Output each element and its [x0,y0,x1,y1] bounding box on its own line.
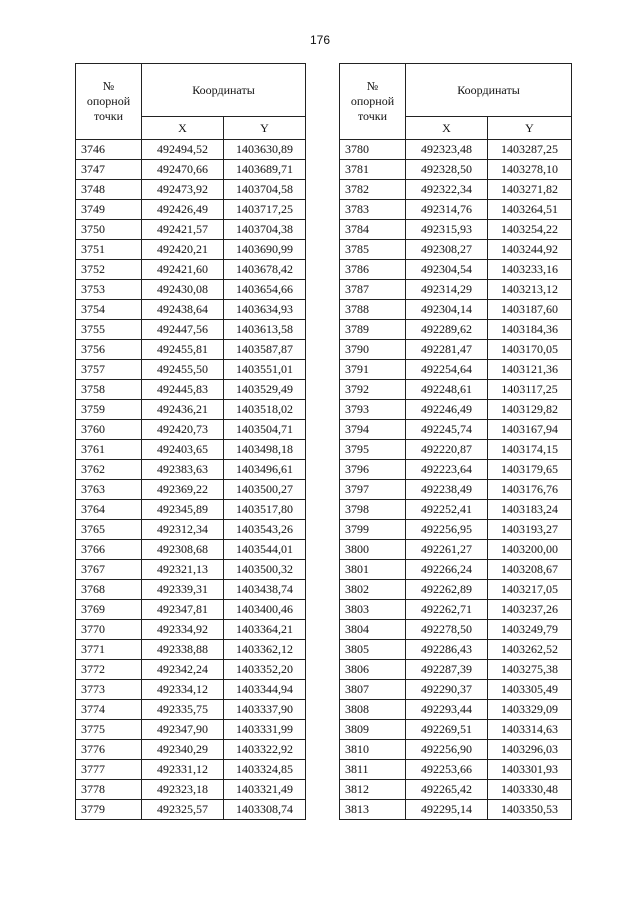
y-coordinate-cell: 1403301,93 [488,760,572,780]
point-number-cell: 3756 [76,340,142,360]
x-coordinate-cell: 492335,75 [142,700,224,720]
y-coordinate-cell: 1403496,61 [224,460,306,480]
point-number-header [340,64,406,140]
table-row [76,300,306,320]
table-row [76,700,306,720]
point-number-cell: 3757 [76,360,142,380]
y-coordinate-cell: 1403187,60 [488,300,572,320]
point-number-cell: 3802 [340,580,406,600]
point-number-cell: 3791 [340,360,406,380]
y-coordinate-cell: 1403193,27 [488,520,572,540]
y-coordinate-cell: 1403543,26 [224,520,306,540]
y-coordinate-cell: 1403314,63 [488,720,572,740]
y-coordinate-cell: 1403278,10 [488,160,572,180]
table-row [76,380,306,400]
x-coordinate-cell: 492256,95 [406,520,488,540]
point-number-cell: 3806 [340,660,406,680]
y-coordinate-cell: 1403275,38 [488,660,572,680]
table-row [340,260,572,280]
point-number-cell: 3789 [340,320,406,340]
point-number-cell: 3753 [76,280,142,300]
table-row [340,640,572,660]
coordinates-header: Координаты [406,64,572,117]
table-row [76,580,306,600]
point-number-cell: 3761 [76,440,142,460]
point-number-cell: 3793 [340,400,406,420]
y-coordinate-cell: 1403551,01 [224,360,306,380]
point-number-cell: 3788 [340,300,406,320]
point-number-cell: 3803 [340,600,406,620]
y-coordinate-cell: 1403704,58 [224,180,306,200]
x-coordinate-cell: 492238,49 [406,480,488,500]
table-row [340,340,572,360]
point-number-cell: 3754 [76,300,142,320]
coordinates-table-left [75,63,306,820]
table-row [340,400,572,420]
table-row [76,260,306,280]
table-row [76,680,306,700]
point-number-cell: 3810 [340,740,406,760]
point-number-cell: 3764 [76,500,142,520]
point-number-cell: 3805 [340,640,406,660]
table-row [76,480,306,500]
table-row [340,520,572,540]
point-number-label-1: опорной [86,94,131,108]
x-coordinate-cell: 492290,37 [406,680,488,700]
y-coordinate-cell: 1403322,92 [224,740,306,760]
x-coordinate-cell: 492369,22 [142,480,224,500]
point-number-cell: 3762 [76,460,142,480]
table-row [340,600,572,620]
x-coordinate-cell: 492322,34 [406,180,488,200]
x-coordinate-cell: 492287,39 [406,660,488,680]
x-coordinate-cell: 492304,54 [406,260,488,280]
point-number-header [76,64,142,140]
table-row [340,760,572,780]
y-coordinate-cell: 1403329,09 [488,700,572,720]
point-number-cell: 3784 [340,220,406,240]
point-number-cell: 3748 [76,180,142,200]
table-row [76,460,306,480]
x-coordinate-cell: 492281,47 [406,340,488,360]
y-coordinate-cell: 1403321,49 [224,780,306,800]
table-row [76,620,306,640]
point-number-cell: 3787 [340,280,406,300]
table-row [340,540,572,560]
y-coordinate-cell: 1403208,67 [488,560,572,580]
point-number-cell: 3751 [76,240,142,260]
x-coordinate-cell: 492253,66 [406,760,488,780]
x-coordinate-cell: 492347,81 [142,600,224,620]
y-coordinate-cell: 1403689,71 [224,160,306,180]
y-coordinate-cell: 1403324,85 [224,760,306,780]
y-coordinate-cell: 1403704,38 [224,220,306,240]
x-coordinate-cell: 492278,50 [406,620,488,640]
table-row [76,140,306,160]
y-coordinate-cell: 1403121,36 [488,360,572,380]
x-coordinate-cell: 492304,14 [406,300,488,320]
point-number-cell: 3774 [76,700,142,720]
table-row [340,280,572,300]
y-coordinate-cell: 1403174,15 [488,440,572,460]
table-row [76,440,306,460]
point-number-cell: 3786 [340,260,406,280]
y-coordinate-cell: 1403630,89 [224,140,306,160]
x-coordinate-cell: 492252,41 [406,500,488,520]
point-number-cell: 3798 [340,500,406,520]
point-number-cell: 3781 [340,160,406,180]
point-number-cell: 3778 [76,780,142,800]
x-coordinate-cell: 492345,89 [142,500,224,520]
x-coordinate-cell: 492347,90 [142,720,224,740]
table-row [340,560,572,580]
y-coordinate-cell: 1403249,79 [488,620,572,640]
number-sign: № [102,79,115,93]
y-coordinate-cell: 1403364,21 [224,620,306,640]
y-coordinate-cell: 1403213,12 [488,280,572,300]
x-coordinate-cell: 492331,12 [142,760,224,780]
coordinates-header: Координаты [142,64,306,117]
point-number-cell: 3770 [76,620,142,640]
point-number-cell: 3747 [76,160,142,180]
table-row [340,800,572,820]
x-coordinate-cell: 492323,48 [406,140,488,160]
table-row [76,660,306,680]
x-coordinate-cell: 492256,90 [406,740,488,760]
table-row [340,680,572,700]
table-row [340,420,572,440]
table-row [76,160,306,180]
y-coordinate-cell: 1403244,92 [488,240,572,260]
point-number-cell: 3792 [340,380,406,400]
y-coordinate-cell: 1403308,74 [224,800,306,820]
table-row [340,140,572,160]
table-row [76,780,306,800]
y-coordinate-cell: 1403271,82 [488,180,572,200]
point-number-label-2: точки [357,109,388,123]
x-coordinate-cell: 492436,21 [142,400,224,420]
x-coordinate-cell: 492455,50 [142,360,224,380]
table-row [76,520,306,540]
y-coordinate-cell: 1403544,01 [224,540,306,560]
point-number-cell: 3755 [76,320,142,340]
x-coordinate-cell: 492289,62 [406,320,488,340]
point-number-cell: 3763 [76,480,142,500]
x-coordinate-cell: 492340,29 [142,740,224,760]
x-coordinate-cell: 492262,89 [406,580,488,600]
point-number-label-1: опорной [350,94,395,108]
y-coordinate-cell: 1403305,49 [488,680,572,700]
point-number-cell: 3779 [76,800,142,820]
x-coordinate-cell: 492245,74 [406,420,488,440]
point-number-cell: 3785 [340,240,406,260]
x-coordinate-cell: 492315,93 [406,220,488,240]
point-number-cell: 3790 [340,340,406,360]
table-row [340,320,572,340]
table-row [340,780,572,800]
point-number-cell: 3797 [340,480,406,500]
x-coordinate-cell: 492321,13 [142,560,224,580]
table-row [76,560,306,580]
y-coordinate-cell: 1403344,94 [224,680,306,700]
table-row [76,500,306,520]
table-row [76,200,306,220]
y-coordinate-cell: 1403504,71 [224,420,306,440]
table-row [76,720,306,740]
point-number-cell: 3794 [340,420,406,440]
x-coordinate-cell: 492312,34 [142,520,224,540]
table-row [76,360,306,380]
point-number-cell: 3760 [76,420,142,440]
y-coordinate-cell: 1403184,36 [488,320,572,340]
table-row [340,460,572,480]
y-coordinate-cell: 1403678,42 [224,260,306,280]
y-coordinate-cell: 1403350,53 [488,800,572,820]
x-coordinate-cell: 492261,27 [406,540,488,560]
y-coordinate-cell: 1403613,58 [224,320,306,340]
table-row [76,400,306,420]
x-coordinate-cell: 492265,42 [406,780,488,800]
point-number-cell: 3759 [76,400,142,420]
point-number-cell: 3796 [340,460,406,480]
table-row [76,320,306,340]
point-number-cell: 3746 [76,140,142,160]
table-row [340,360,572,380]
y-coordinate-cell: 1403179,65 [488,460,572,480]
y-coordinate-cell: 1403517,80 [224,500,306,520]
y-coordinate-cell: 1403217,05 [488,580,572,600]
table-row [76,180,306,200]
y-coordinate-cell: 1403167,94 [488,420,572,440]
y-coordinate-cell: 1403262,52 [488,640,572,660]
point-number-cell: 3769 [76,600,142,620]
y-coordinate-cell: 1403183,24 [488,500,572,520]
x-coordinate-cell: 492334,92 [142,620,224,640]
y-coordinate-cell: 1403690,99 [224,240,306,260]
table-row [76,340,306,360]
point-number-cell: 3807 [340,680,406,700]
table-row [340,500,572,520]
y-coordinate-cell: 1403330,48 [488,780,572,800]
page-number: 176 [309,33,331,47]
y-header: Y [488,117,572,140]
x-coordinate-cell: 492420,21 [142,240,224,260]
point-number-cell: 3809 [340,720,406,740]
y-coordinate-cell: 1403500,27 [224,480,306,500]
table-row [340,620,572,640]
table-row [76,280,306,300]
point-number-cell: 3808 [340,700,406,720]
x-coordinate-cell: 492246,49 [406,400,488,420]
table-row [340,440,572,460]
y-coordinate-cell: 1403717,25 [224,200,306,220]
table-row [340,740,572,760]
point-number-label-2: точки [93,109,124,123]
table-row [340,300,572,320]
x-coordinate-cell: 492286,43 [406,640,488,660]
x-coordinate-cell: 492262,71 [406,600,488,620]
y-coordinate-cell: 1403200,00 [488,540,572,560]
y-coordinate-cell: 1403237,26 [488,600,572,620]
y-coordinate-cell: 1403170,05 [488,340,572,360]
x-coordinate-cell: 492383,63 [142,460,224,480]
x-coordinate-cell: 492323,18 [142,780,224,800]
x-coordinate-cell: 492494,52 [142,140,224,160]
table-row [340,380,572,400]
y-coordinate-cell: 1403362,12 [224,640,306,660]
point-number-cell: 3811 [340,760,406,780]
y-coordinate-cell: 1403287,25 [488,140,572,160]
table-row [340,700,572,720]
x-coordinate-cell: 492338,88 [142,640,224,660]
point-number-cell: 3772 [76,660,142,680]
point-number-cell: 3775 [76,720,142,740]
y-coordinate-cell: 1403500,32 [224,560,306,580]
point-number-cell: 3800 [340,540,406,560]
x-coordinate-cell: 492473,92 [142,180,224,200]
x-coordinate-cell: 492308,27 [406,240,488,260]
point-number-cell: 3801 [340,560,406,580]
x-coordinate-cell: 492421,57 [142,220,224,240]
x-coordinate-cell: 492223,64 [406,460,488,480]
y-coordinate-cell: 1403438,74 [224,580,306,600]
table-row [76,220,306,240]
x-coordinate-cell: 492403,65 [142,440,224,460]
x-coordinate-cell: 492328,50 [406,160,488,180]
table-row [340,580,572,600]
x-coordinate-cell: 492447,56 [142,320,224,340]
x-coordinate-cell: 492266,24 [406,560,488,580]
table-row [340,660,572,680]
point-number-cell: 3783 [340,200,406,220]
x-coordinate-cell: 492314,76 [406,200,488,220]
x-coordinate-cell: 492430,08 [142,280,224,300]
x-coordinate-cell: 492325,57 [142,800,224,820]
point-number-cell: 3766 [76,540,142,560]
point-number-cell: 3776 [76,740,142,760]
y-coordinate-cell: 1403176,76 [488,480,572,500]
number-sign: № [366,79,379,93]
y-coordinate-cell: 1403498,18 [224,440,306,460]
point-number-cell: 3749 [76,200,142,220]
x-coordinate-cell: 492334,12 [142,680,224,700]
x-coordinate-cell: 492254,64 [406,360,488,380]
x-coordinate-cell: 492438,64 [142,300,224,320]
x-coordinate-cell: 492426,49 [142,200,224,220]
table-row [76,760,306,780]
y-coordinate-cell: 1403331,99 [224,720,306,740]
point-number-cell: 3767 [76,560,142,580]
x-coordinate-cell: 492269,51 [406,720,488,740]
y-coordinate-cell: 1403634,93 [224,300,306,320]
point-number-cell: 3780 [340,140,406,160]
point-number-cell: 3813 [340,800,406,820]
point-number-cell: 3795 [340,440,406,460]
point-number-cell: 3765 [76,520,142,540]
point-number-cell: 3768 [76,580,142,600]
y-header: Y [224,117,306,140]
x-coordinate-cell: 492248,61 [406,380,488,400]
x-coordinate-cell: 492342,24 [142,660,224,680]
table-row [76,640,306,660]
point-number-cell: 3812 [340,780,406,800]
x-coordinate-cell: 492445,83 [142,380,224,400]
table-row [340,160,572,180]
table-row [340,180,572,200]
x-header: X [406,117,488,140]
table-row [340,200,572,220]
table-row [340,720,572,740]
y-coordinate-cell: 1403264,51 [488,200,572,220]
table-row [76,540,306,560]
table-row [76,740,306,760]
table-row [76,240,306,260]
point-number-cell: 3771 [76,640,142,660]
y-coordinate-cell: 1403233,16 [488,260,572,280]
x-coordinate-cell: 492308,68 [142,540,224,560]
table-row [76,420,306,440]
point-number-cell: 3799 [340,520,406,540]
table-row [340,480,572,500]
x-coordinate-cell: 492420,73 [142,420,224,440]
table-row [340,220,572,240]
x-coordinate-cell: 492339,31 [142,580,224,600]
y-coordinate-cell: 1403587,87 [224,340,306,360]
x-coordinate-cell: 492293,44 [406,700,488,720]
point-number-cell: 3773 [76,680,142,700]
y-coordinate-cell: 1403400,46 [224,600,306,620]
x-coordinate-cell: 492220,87 [406,440,488,460]
point-number-cell: 3750 [76,220,142,240]
table-row [340,240,572,260]
y-coordinate-cell: 1403337,90 [224,700,306,720]
x-coordinate-cell: 492421,60 [142,260,224,280]
x-coordinate-cell: 492295,14 [406,800,488,820]
point-number-cell: 3804 [340,620,406,640]
point-number-cell: 3782 [340,180,406,200]
x-coordinate-cell: 492470,66 [142,160,224,180]
y-coordinate-cell: 1403529,49 [224,380,306,400]
y-coordinate-cell: 1403129,82 [488,400,572,420]
y-coordinate-cell: 1403254,22 [488,220,572,240]
x-coordinate-cell: 492455,81 [142,340,224,360]
point-number-cell: 3777 [76,760,142,780]
y-coordinate-cell: 1403352,20 [224,660,306,680]
table-row [76,600,306,620]
y-coordinate-cell: 1403518,02 [224,400,306,420]
point-number-cell: 3752 [76,260,142,280]
y-coordinate-cell: 1403296,03 [488,740,572,760]
x-header: X [142,117,224,140]
point-number-cell: 3758 [76,380,142,400]
table-row [76,800,306,820]
y-coordinate-cell: 1403654,66 [224,280,306,300]
y-coordinate-cell: 1403117,25 [488,380,572,400]
x-coordinate-cell: 492314,29 [406,280,488,300]
coordinates-table-right [339,63,572,820]
